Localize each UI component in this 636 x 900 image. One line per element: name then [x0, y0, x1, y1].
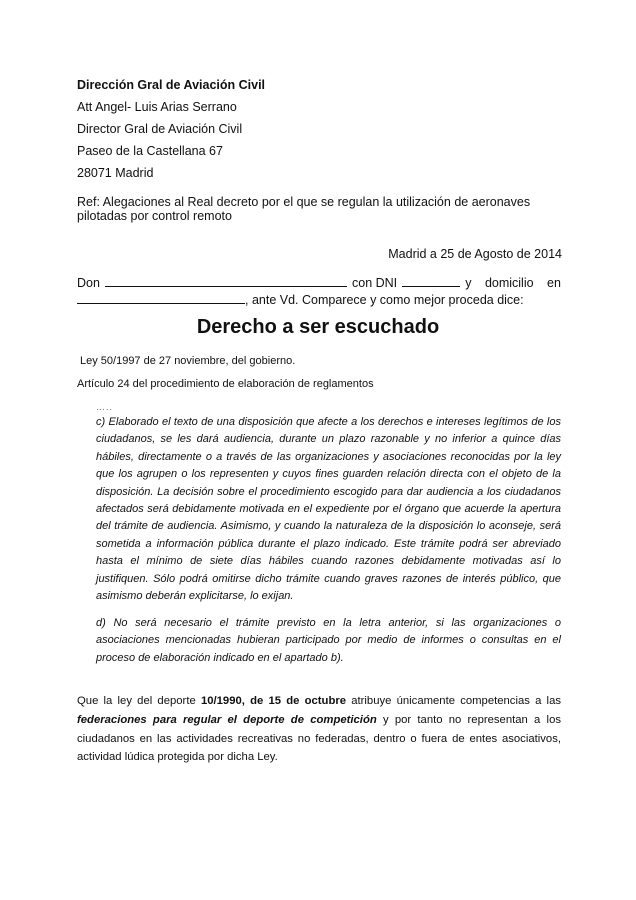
recipient-city: 28071 Madrid — [77, 166, 154, 180]
don-label: Don — [77, 276, 100, 290]
final-text-2: atribuye únicamente competencias a las — [346, 695, 561, 707]
dni-blank — [402, 275, 460, 287]
law-reference: Ley 50/1997 de 27 noviembre, del gobierno. — [80, 355, 296, 367]
recipient-address — [77, 74, 265, 184]
recipient-att: Att Angel- Luis Arias Serrano — [77, 100, 237, 114]
dni-label: con DNI — [352, 276, 398, 290]
recipient-position: Director Gral de Aviación Civil — [77, 122, 243, 136]
final-bold-law: 10/1990, de 15 de octubre — [200, 695, 347, 707]
recipient-org: Dirección Gral de Aviación Civil — [77, 78, 266, 92]
address-blank — [77, 292, 245, 304]
article-reference: Artículo 24 del procedimiento de elaboración de reglamentos — [77, 378, 374, 390]
date-line: Madrid a 25 de Agosto de 2014 — [388, 247, 562, 261]
final-paragraph — [77, 692, 561, 767]
quote-paragraph-c: c) Elaborado el texto de una disposición que afecte a los derechos e intereses legítimos de los ciudadanos, se les dará audiencia, durante un plazo razonable y no inferior a quince días hábiles, directamente o a través de las organizaciones y asociaciones reconocidas por la ley que los agrupen o los representen y cuyos fines guarden relación directa con el objeto de la disposición. La decisión sobre el procedimiento escogido para dar audiencia a los ciudadanos afectados será debidamente motivada en el expediente por el órgano que acuerde la apertura del trámite de audiencia. Asimismo, y cuando la naturaleza de la disposición lo aconseje, será sometida a información pública durante el plazo indicado. Este trámite podrá ser abreviado hasta el mínimo de siete días hábiles cuando razones debidamente motivadas así lo justifiquen. Sólo podrá omitirse dicho trámite cuando graves razones de interés público, que asimismo deberán explicitarse, lo exijan. — [96, 416, 561, 603]
final-text-3: y por tanto no representan a los ciudadanos en las actividades recreativas no federadas, dentro o fuera de entes asociativos, actividad lúdica protegida por dicha Ley. — [77, 713, 561, 764]
page-title: Derecho a ser escuchado — [196, 316, 440, 338]
domicilio-label: y domicilio en — [465, 276, 561, 290]
final-bold-italic: federaciones para regular el deporte de competición — [77, 713, 377, 726]
quote-paragraph-d: d) No será necesario el trámite previsto en la letra anterior, si las organizaciones o asociaciones mencionadas hubieran participado por medio de informes o consultas en el proceso de elaboración indicado en el apartado b). — [96, 617, 561, 664]
declaration — [77, 275, 561, 309]
declaration-rest: , ante Vd. Comparece y como mejor proceda dice: — [245, 293, 524, 307]
final-text-1: Que la ley del deporte — [77, 695, 201, 707]
ellipsis: ….. — [96, 402, 114, 412]
name-blank — [105, 275, 347, 287]
recipient-street: Paseo de la Castellana 67 — [77, 144, 223, 158]
reference-line: Ref: Alegaciones al Real decreto por el que se regulan la utilización de aeronaves pilotadas por control remoto — [77, 195, 531, 223]
